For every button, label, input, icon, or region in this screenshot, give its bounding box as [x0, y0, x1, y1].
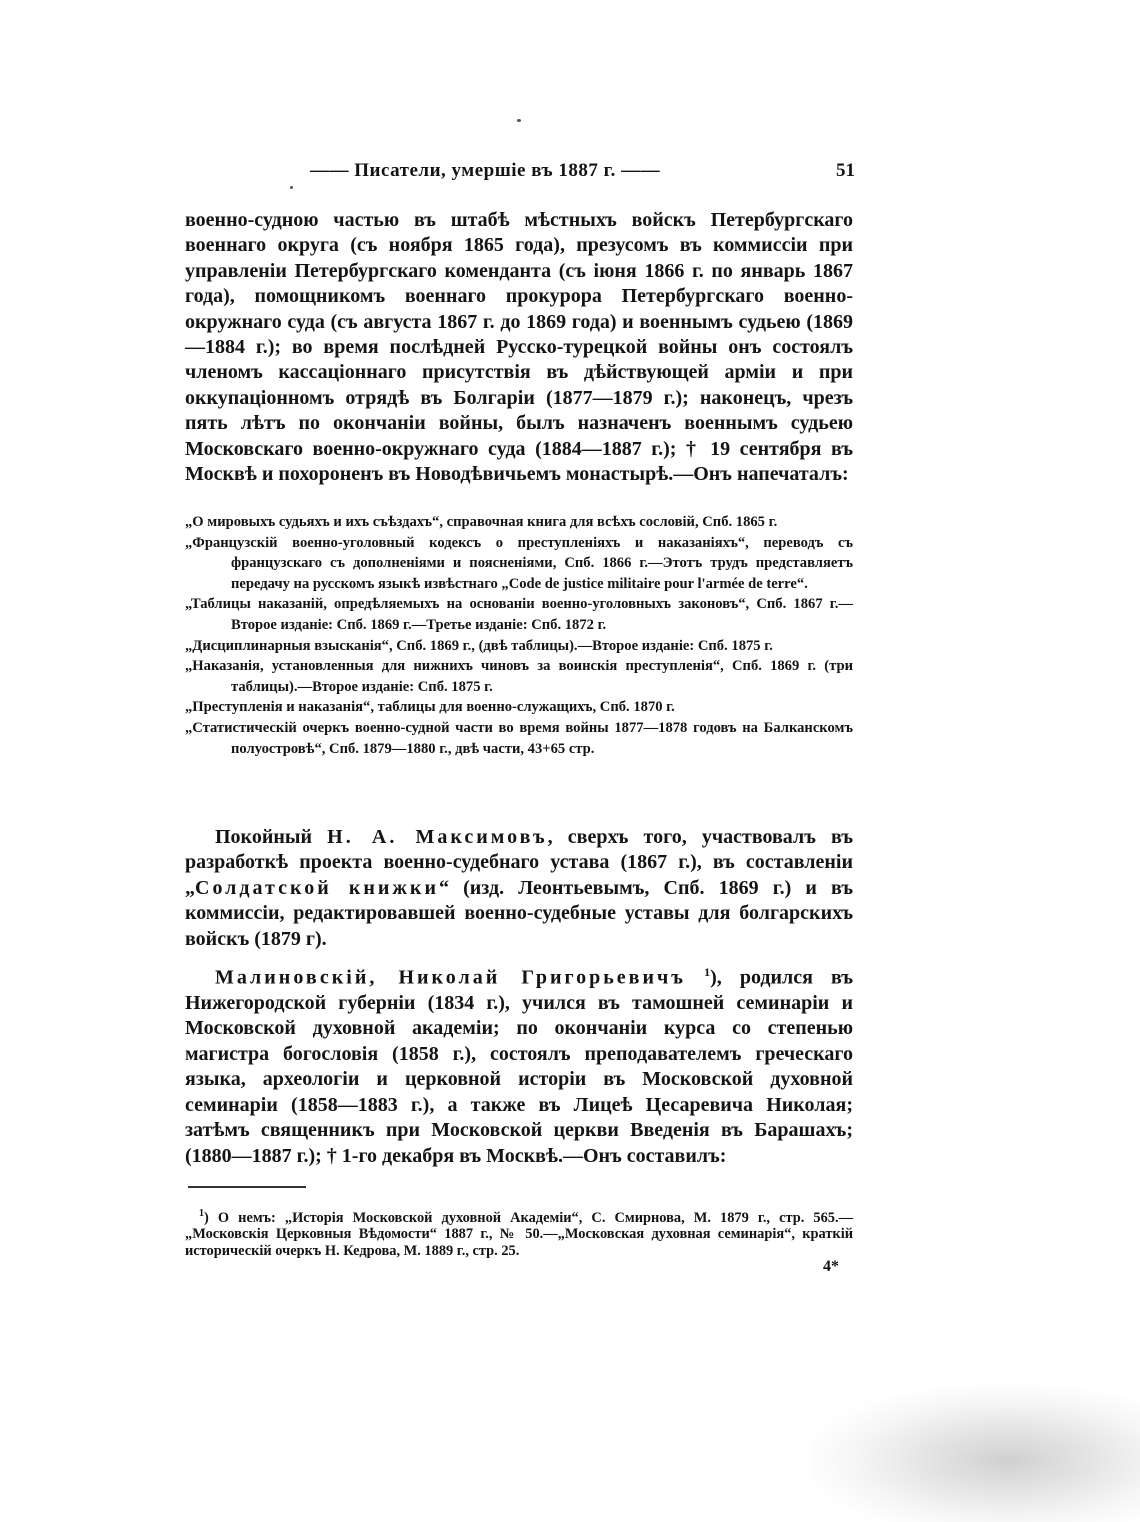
maksimov-suffix: “ (изд. Леонтьевымъ, Спб. 1869 г.) и въ коммиссіи, редактировавшей военно-судебные уставы для болгарскихъ войскъ (1879 г). — [185, 876, 853, 950]
maksimov-middle: , сверхъ того, участвовалъ въ разработкѣ проекта военно-судебнаго устава (1867 г.), въ составленіи „ — [185, 826, 853, 899]
maksimov-prefix: Покойный — [215, 826, 328, 848]
bibliography-item: „Преступленія и наказанія“, таблицы для военно-служащихъ, Спб. 1870 г. — [185, 699, 675, 716]
scan-smudge — [810, 1385, 1140, 1522]
malinovsky-name: Малиновскій, Николай Григорьевичъ — [215, 966, 686, 989]
maksimov-name: Н. А. Максимовъ — [327, 826, 548, 848]
scan-speck — [290, 186, 293, 189]
footnote-divider — [188, 1186, 306, 1188]
bibliography-item: „Французскій военно-уголовный кодексъ о преступленіяхъ и наказаніяхъ“, переводъ съ французскаго съ дополненіями и поясненіями, Спб. 1866 г.—Этотъ трудъ представляетъ передачу на русскомъ языкѣ извѣстнаго „Code de justice militaire pour l'armée de terre“. — [185, 534, 853, 592]
bibliography-item: „Таблицы наказаній, опредѣляемыхъ на основаніи военно-уголовныхъ законовъ“, Спб. 1867 г.—Второе изданіе: Спб. 1869 г.—Третье изданіе: Спб. 1872 г. — [185, 596, 853, 633]
running-title: —— Писатели, умершіе въ 1887 г. —— — [310, 160, 661, 181]
footnote-text: ) О немъ: „Исторія Московской духовной Академіи“, С. Смирнова, М. 1879 г., стр. 565.—„Московскія Церковныя Вѣдомости“ 1887 г., № 50.—„Московская духовная семинарія“, краткій историческій очеркъ Н. Кедрова, М. 1889 г., стр. 25. — [185, 1209, 853, 1259]
malinovsky-text: ), родился въ Нижегородской губерніи (1834 г.), учился въ тамошней семинаріи и Московской духовной академіи; по окончаніи курса со степенью магистра богословія (1858 г.), состоялъ преподавателемъ греческаго языка, археологіи и церковной исторіи въ Московской духовной семинаріи (1858—1883 г.), а также въ Лицеѣ Цесаревича Николая; затѣмъ священникъ при Московской церкви Введенія въ Барашахъ; (1880—1887 г.); † 1-го декабря въ Москвѣ.—Онъ составилъ: — [185, 966, 854, 1167]
page-number: 51 — [836, 160, 855, 181]
footnote-reference[interactable]: 1 — [704, 965, 711, 979]
signature-mark: 4* — [823, 1258, 839, 1275]
footnote-marker: 1 — [199, 1208, 204, 1219]
bibliography-item: „Статистическій очеркъ военно-судной части во время войны 1877—1878 годовъ на Балканскомъ полуостровѣ“, Спб. 1879—1880 г., двѣ части, 43+65 стр. — [185, 719, 853, 757]
bibliography-list — [185, 512, 853, 759]
paragraph-malinovsky — [185, 960, 853, 1169]
bibliography-item: „Дисциплинарныя взысканія“, Спб. 1869 г., (двѣ таблицы).—Второе изданіе: Спб. 1875 г. — [185, 637, 773, 654]
maksimov-book-title: Солдатской книжки — [195, 876, 439, 899]
scan-speck — [517, 119, 521, 122]
paragraph-maksimov — [185, 825, 853, 952]
page-header — [185, 160, 855, 192]
paragraph-continuation: военно-судною частью въ штабѣ мѣстныхъ войскъ Петербургскаго военнаго округа (съ ноября 1865 года), презусомъ въ коммиссіи при управленіи Петербургскаго коменданта (съ іюня 1866 г. по январь 1867 года), помощникомъ военнаго прокурора Петербургскаго военно-окружнаго суда (съ августа 1867 г. до 1869 года) и военнымъ судьею (1869—1884 г.); во время послѣдней Русско-турецкой войны онъ состоялъ членомъ кассаціоннаго присутствія въ дѣйствующей арміи и при оккупаціонномъ отрядѣ въ Болгаріи (1877—1879 г.); наконецъ, чрезъ пять лѣтъ по окончаніи войны, былъ назначенъ военнымъ судьею Московскаго военно-окружнаго суда (1884—1887 г.); † 19 сентября въ Москвѣ и похороненъ въ Новодѣвичьемъ монастырѣ.—Онъ напечаталъ: — [185, 209, 853, 486]
bibliography-item: „О мировыхъ судьяхъ и ихъ съѣздахъ“, справочная книга для всѣхъ сословій, Спб. 1865 г. — [185, 514, 778, 530]
footnote — [185, 1206, 853, 1259]
bibliography-item: „Наказанія, установленныя для нижнихъ чиновъ за воинскія преступленія“, Спб. 1869 г. (три таблицы).—Второе изданіе: Спб. 1875 г. — [185, 658, 853, 695]
